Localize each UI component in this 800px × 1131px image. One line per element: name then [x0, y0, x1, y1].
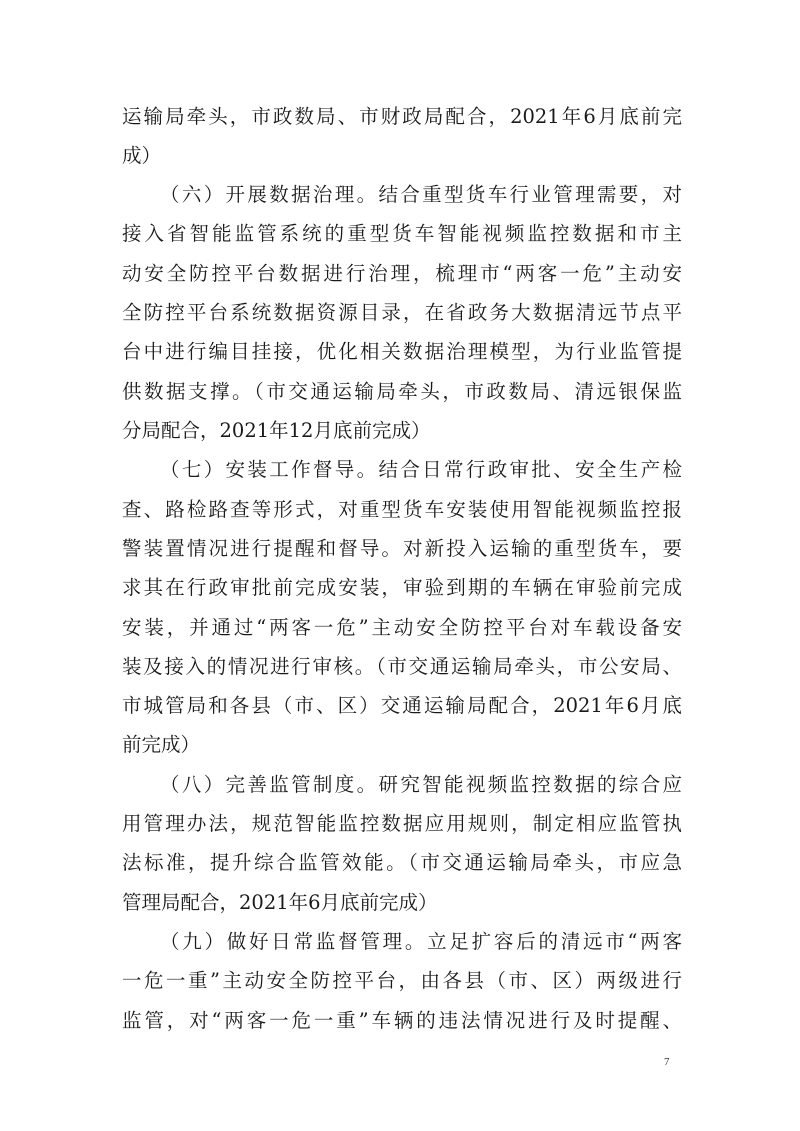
paragraph-line: 市城管局和各县（市、区）交通运输局配合，2021年6月底	[122, 694, 682, 717]
paragraph-line: （八）完善监管制度。研究智能视频监控数据的综合应	[160, 773, 682, 796]
paragraph-line: 全防控平台系统数据资源目录，在省政务大数据清远节点平	[122, 301, 682, 324]
paragraph-line: 前完成）	[122, 733, 201, 756]
paragraph-line: 安装，并通过“两客一危”主动安全防控平台对车载设备安	[122, 616, 682, 639]
paragraph-line: 求其在行政审批前完成安装，审验到期的车辆在审验前完成	[122, 576, 682, 599]
paragraph-line: 供数据支撑。（市交通运输局牵头，市政数局、清远银保监	[122, 380, 682, 403]
paragraph-line: （七）安装工作督导。结合日常行政审批、安全生产检	[160, 458, 682, 481]
paragraph-line: 动安全防控平台数据进行治理，梳理市“两客一危”主动安	[122, 262, 682, 285]
paragraph-line: 查、路检路查等形式，对重型货车安装使用智能视频监控报	[122, 498, 682, 521]
paragraph-line: 用管理办法，规范智能监控数据应用规则，制定相应监管执	[122, 812, 682, 835]
paragraph-line: （六）开展数据治理。结合重型货车行业管理需要，对	[160, 183, 682, 206]
paragraph-line: 监管，对“两客一危一重”车辆的违法情况进行及时提醒、	[122, 1009, 682, 1032]
paragraph-line: 成）	[122, 144, 162, 167]
page-number: 7	[664, 1056, 670, 1068]
paragraph-line: 法标准，提升综合监管效能。（市交通运输局牵头，市应急	[122, 851, 682, 874]
paragraph-line: 装及接入的情况进行审核。（市交通运输局牵头，市公安局、	[122, 655, 682, 678]
paragraph-line: 警装置情况进行提醒和督导。对新投入运输的重型货车，要	[122, 537, 682, 560]
paragraph-line: 一危一重”主动安全防控平台，由各县（市、区）两级进行	[122, 969, 682, 992]
paragraph-line: 台中进行编目挂接，优化相关数据治理模型，为行业监管提	[122, 340, 682, 363]
paragraph-line: 接入省智能监管系统的重型货车智能视频监控数据和市主	[122, 222, 682, 245]
paragraph-line: 分局配合，2021年12月底前完成）	[122, 419, 431, 442]
paragraph-line: 运输局牵头，市政数局、市财政局配合，2021年6月底前完	[122, 105, 682, 128]
paragraph-line: （九）做好日常监督管理。立足扩容后的清远市“两客	[160, 930, 682, 953]
paragraph-line: 管理局配合，2021年6月底前完成）	[122, 891, 438, 914]
